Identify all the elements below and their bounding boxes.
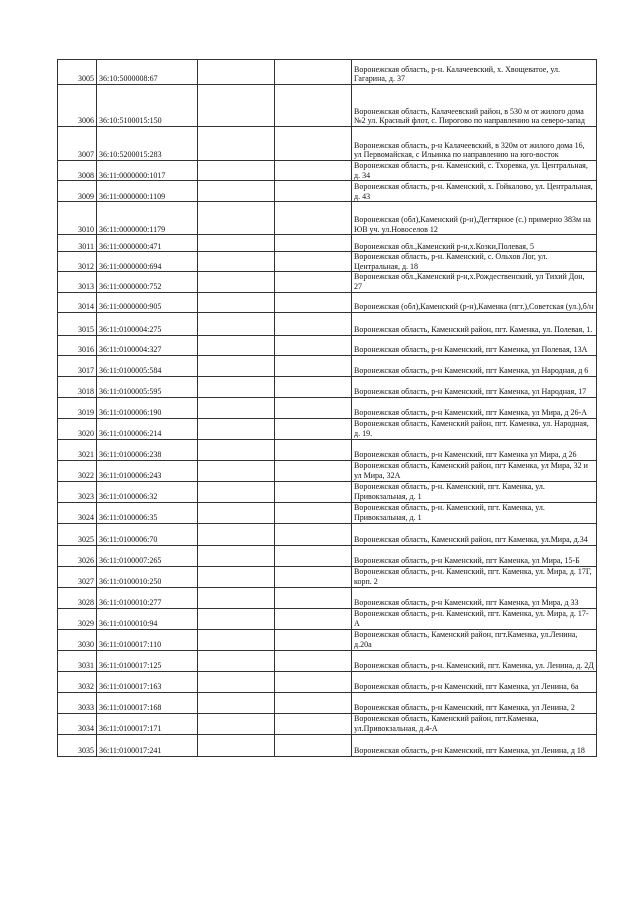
table-row <box>58 127 597 161</box>
row-number <box>58 502 97 523</box>
cadastral-number-text: 36:11:0100006:238 <box>99 449 162 459</box>
row-number <box>58 545 97 566</box>
empty-cell <box>275 181 352 202</box>
empty-cell <box>198 523 275 545</box>
row-number-text: 3031 <box>78 660 94 670</box>
table-row <box>58 202 597 235</box>
table-row <box>58 161 597 181</box>
empty-cell <box>198 161 275 181</box>
address-cell-text: Воронежская область, р-н Каменский, пгт Каменка, ул Ленина, д 18 <box>354 745 585 755</box>
row-number <box>58 439 97 460</box>
table-row <box>58 460 597 481</box>
row-number-text: 3017 <box>78 365 94 375</box>
cadastral-number-text: 36:11:0100017:241 <box>99 745 162 755</box>
address-cell <box>352 252 597 272</box>
empty-cell <box>275 650 352 671</box>
cadastral-number-text: 36:11:0100006:32 <box>99 491 158 501</box>
row-number <box>58 608 97 629</box>
empty-cell <box>198 181 275 202</box>
address-cell-text: Воронежская область, р-н. Каменский, с. Тхоревка, ул. Центральная, д. 34 <box>354 161 588 180</box>
cadastral-number <box>97 439 198 460</box>
cadastral-number-text: 36:10:5000008:67 <box>99 74 158 84</box>
empty-cell <box>275 587 352 608</box>
empty-cell <box>198 418 275 439</box>
cadastral-number <box>97 181 198 202</box>
row-number <box>58 460 97 481</box>
empty-cell <box>275 292 352 312</box>
cadastral-number-text: 36:11:0100017:125 <box>99 660 162 670</box>
address-cell <box>352 566 597 587</box>
cadastral-number-text: 36:11:0000000:752 <box>99 281 162 291</box>
cadastral-number-text: 36:11:0000000:471 <box>99 241 162 251</box>
row-number-text: 3024 <box>78 512 94 522</box>
empty-cell <box>198 481 275 502</box>
table-row <box>58 608 597 629</box>
empty-cell <box>198 60 275 85</box>
row-number-text: 3035 <box>78 745 94 755</box>
address-cell <box>352 127 597 161</box>
address-cell <box>352 272 597 292</box>
address-cell-text: Воронежская область, р-н. Каменский, пгт. Каменка, ул. Привокзальная, д. 1 <box>354 482 545 501</box>
empty-cell <box>275 60 352 85</box>
row-number <box>58 418 97 439</box>
cadastral-number <box>97 376 198 397</box>
row-number <box>58 252 97 272</box>
row-number <box>58 202 97 235</box>
empty-cell <box>275 481 352 502</box>
table-row <box>58 481 597 502</box>
address-cell-text: Воронежская область, Каменский район, пгт.Каменка, ул.Привокзальная, д.4-А <box>354 714 539 733</box>
cadastral-number <box>97 629 198 650</box>
empty-cell <box>198 734 275 756</box>
address-cell-text: Воронежская область, Каменский район, пгт. Каменка, ул. Народная, д. 19. <box>354 419 589 438</box>
empty-cell <box>198 127 275 161</box>
table-row <box>58 566 597 587</box>
address-cell <box>352 629 597 650</box>
table-row <box>58 60 597 85</box>
row-number <box>58 650 97 671</box>
empty-cell <box>275 272 352 292</box>
cadastral-number-text: 36:11:0100017:171 <box>99 723 162 733</box>
empty-cell <box>198 545 275 566</box>
row-number-text: 3019 <box>78 407 94 417</box>
empty-cell <box>275 85 352 127</box>
address-cell <box>352 608 597 629</box>
row-number-text: 3022 <box>78 470 94 480</box>
cadastral-number-text: 36:10:5100015:150 <box>99 116 162 126</box>
address-cell-text: Воронежская обл.,Каменский р-н,х.Рождественский, ул Тихий Дон, 27 <box>354 272 585 291</box>
table-row <box>58 292 597 312</box>
row-number-text: 3029 <box>78 618 94 628</box>
address-cell-text: Воронежская область, р-н. Каменский, х. Гойкалово, ул. Центральная, д. 43 <box>354 182 593 201</box>
cadastral-number <box>97 397 198 418</box>
address-cell <box>352 85 597 127</box>
cadastral-number <box>97 587 198 608</box>
empty-cell <box>198 355 275 376</box>
row-number <box>58 629 97 650</box>
cadastral-number-text: 36:11:0100005:595 <box>99 386 162 396</box>
table-row <box>58 587 597 608</box>
row-number-text: 3015 <box>78 324 94 334</box>
table-row <box>58 312 597 335</box>
empty-cell <box>198 235 275 252</box>
empty-cell <box>275 335 352 355</box>
empty-cell <box>198 202 275 235</box>
table-row <box>58 523 597 545</box>
cadastral-number-text: 36:11:0000000:905 <box>99 301 162 311</box>
address-cell <box>352 376 597 397</box>
row-number <box>58 713 97 734</box>
cadastral-number-text: 36:11:0000000:1017 <box>99 170 166 180</box>
row-number-text: 3010 <box>78 224 94 234</box>
row-number-text: 3009 <box>78 191 94 201</box>
empty-cell <box>275 161 352 181</box>
empty-cell <box>198 460 275 481</box>
empty-cell <box>198 671 275 692</box>
cadastral-number <box>97 650 198 671</box>
empty-cell <box>275 460 352 481</box>
address-cell <box>352 481 597 502</box>
table-row <box>58 376 597 397</box>
cadastral-number-text: 36:11:0100010:250 <box>99 576 162 586</box>
row-number-text: 3030 <box>78 639 94 649</box>
cadastral-number <box>97 202 198 235</box>
row-number <box>58 671 97 692</box>
empty-cell <box>198 608 275 629</box>
row-number-text: 3028 <box>78 597 94 607</box>
empty-cell <box>198 629 275 650</box>
address-cell <box>352 460 597 481</box>
cadastral-number <box>97 127 198 161</box>
row-number-text: 3014 <box>78 301 94 311</box>
row-number <box>58 272 97 292</box>
cadastral-number-text: 36:10:5200015:283 <box>99 150 162 160</box>
row-number-text: 3021 <box>78 449 94 459</box>
empty-cell <box>198 376 275 397</box>
row-number-text: 3032 <box>78 681 94 691</box>
cadastral-number-text: 36:11:0100004:327 <box>99 344 162 354</box>
address-cell-text: Воронежская (обл),Каменский (р-н),Каменка (пгт.),Советская (ул.),б/н <box>354 301 594 311</box>
empty-cell <box>198 312 275 335</box>
row-number <box>58 397 97 418</box>
address-cell-text: Воронежская область, р-н Каменский, пгт Каменка ул Мира, д 26 <box>354 449 577 459</box>
address-cell <box>352 181 597 202</box>
address-cell-text: Воронежская область, Калачеевский район, в 530 м от жилого дома №2 ул. Красный флот, с. Пирогово по направлению на северо-запад <box>354 106 585 126</box>
empty-cell <box>275 252 352 272</box>
cadastral-number <box>97 566 198 587</box>
address-cell <box>352 734 597 756</box>
empty-cell <box>275 545 352 566</box>
row-number-text: 3016 <box>78 344 94 354</box>
row-number-text: 3012 <box>78 261 94 271</box>
address-cell-text: Воронежская обл.,Каменский р-н,х.Козки,Полевая, 5 <box>354 241 534 251</box>
registry-table <box>57 59 597 757</box>
address-cell-text: Воронежская область, р-н Калачеевский, в 320м от жилого дома 16, ул Первомайская, с Ильинка по направлению на юго-восток <box>354 140 585 160</box>
address-cell <box>352 161 597 181</box>
cadastral-number <box>97 671 198 692</box>
row-number <box>58 161 97 181</box>
row-number <box>58 692 97 713</box>
address-cell <box>352 587 597 608</box>
row-number-text: 3011 <box>78 241 94 251</box>
table-row <box>58 272 597 292</box>
row-number-text: 3006 <box>78 116 94 126</box>
empty-cell <box>198 335 275 355</box>
empty-cell <box>275 713 352 734</box>
cadastral-number-text: 36:11:0100017:163 <box>99 681 162 691</box>
address-cell <box>352 650 597 671</box>
address-cell <box>352 292 597 312</box>
row-number <box>58 481 97 502</box>
cadastral-number-text: 36:11:0000000:694 <box>99 261 162 271</box>
empty-cell <box>275 523 352 545</box>
cadastral-number <box>97 545 198 566</box>
table-row <box>58 397 597 418</box>
row-number <box>58 85 97 127</box>
cadastral-number <box>97 608 198 629</box>
row-number <box>58 60 97 85</box>
row-number <box>58 523 97 545</box>
address-cell <box>352 545 597 566</box>
empty-cell <box>198 252 275 272</box>
table-row <box>58 713 597 734</box>
address-cell-text: Воронежская (обл),Каменский (р-н),Дегтярное (с.) примерно 383м на ЮВ уч. ул.Новоселов 12 <box>354 215 591 234</box>
address-cell-text: Воронежская область, р-н Каменский, пгт Каменка, ул Народная, д 6 <box>354 365 589 375</box>
address-cell <box>352 335 597 355</box>
empty-cell <box>275 418 352 439</box>
table-row <box>58 85 597 127</box>
empty-cell <box>275 312 352 335</box>
table-row <box>58 734 597 756</box>
table-row <box>58 629 597 650</box>
cadastral-number <box>97 481 198 502</box>
cadastral-number <box>97 335 198 355</box>
cadastral-number-text: 36:11:0100006:35 <box>99 512 158 522</box>
cadastral-number <box>97 312 198 335</box>
cadastral-number-text: 36:11:0100006:190 <box>99 407 162 417</box>
cadastral-number <box>97 292 198 312</box>
cadastral-number <box>97 460 198 481</box>
address-cell-text: Воронежская область, Каменский район, пгт Каменка, ул.Мира, д.34 <box>354 534 588 544</box>
row-number-text: 3013 <box>78 281 94 291</box>
address-cell <box>352 523 597 545</box>
table-row <box>58 671 597 692</box>
row-number <box>58 566 97 587</box>
table-row <box>58 439 597 460</box>
address-cell-text: Воронежская область, р-н. Каменский, пгт. Каменка, ул. Ленина, д. 2Д <box>354 660 594 670</box>
empty-cell <box>275 671 352 692</box>
row-number-text: 3026 <box>78 555 94 565</box>
row-number <box>58 355 97 376</box>
cadastral-number <box>97 523 198 545</box>
table-row <box>58 502 597 523</box>
cadastral-number-text: 36:11:0000000:1179 <box>99 224 166 234</box>
row-number <box>58 376 97 397</box>
address-cell <box>352 235 597 252</box>
cadastral-number-text: 36:11:0100010:94 <box>99 618 158 628</box>
row-number <box>58 587 97 608</box>
empty-cell <box>275 692 352 713</box>
address-cell-text: Воронежская область, р-н Каменский, пгт Каменка, ул Народная, 17 <box>354 386 587 396</box>
empty-cell <box>198 439 275 460</box>
empty-cell <box>198 397 275 418</box>
empty-cell <box>198 566 275 587</box>
empty-cell <box>198 587 275 608</box>
row-number-text: 3034 <box>78 723 94 733</box>
address-cell-text: Воронежская область, р-н. Каменский, пгт. Каменка, ул. Мира, д. 17Г, корп. 2 <box>354 567 592 586</box>
empty-cell <box>198 292 275 312</box>
cadastral-number-text: 36:11:0100017:110 <box>99 639 162 649</box>
cadastral-number-text: 36:11:0100017:168 <box>99 702 162 712</box>
address-cell <box>352 355 597 376</box>
cadastral-number-text: 36:11:0100006:214 <box>99 428 162 438</box>
cadastral-number <box>97 692 198 713</box>
empty-cell <box>275 629 352 650</box>
address-cell-text: Воронежская область, р-н Каменский, пгт Каменка, ул Ленина, 2 <box>354 702 575 712</box>
empty-cell <box>198 272 275 292</box>
row-number-text: 3027 <box>78 576 94 586</box>
table-row <box>58 692 597 713</box>
cadastral-number <box>97 713 198 734</box>
cadastral-number <box>97 161 198 181</box>
address-cell-text: Воронежская область, р-н Каменский, пгт Каменка, ул Мира, д 33 <box>354 597 579 607</box>
address-cell <box>352 60 597 85</box>
cadastral-number-text: 36:11:0000000:1109 <box>99 191 166 201</box>
cadastral-number-text: 36:11:0100010:277 <box>99 597 162 607</box>
row-number-text: 3005 <box>78 74 94 84</box>
empty-cell <box>275 502 352 523</box>
address-cell <box>352 671 597 692</box>
address-cell <box>352 397 597 418</box>
empty-cell <box>275 355 352 376</box>
address-cell <box>352 502 597 523</box>
empty-cell <box>198 650 275 671</box>
row-number-text: 3033 <box>78 702 94 712</box>
address-cell-text: Воронежская область, р-н. Каменский, пгт. Каменка, ул. Мира, д. 17-А <box>354 609 589 628</box>
row-number-text: 3020 <box>78 428 94 438</box>
empty-cell <box>275 127 352 161</box>
empty-cell <box>198 85 275 127</box>
row-number <box>58 734 97 756</box>
address-cell <box>352 312 597 335</box>
empty-cell <box>275 397 352 418</box>
cadastral-number-text: 36:11:0100005:584 <box>99 365 162 375</box>
empty-cell <box>275 202 352 235</box>
cadastral-number-text: 36:11:0100006:243 <box>99 470 162 480</box>
address-cell-text: Воронежская область, р-н. Калачеевский, х. Хвощеватое, ул. Гагарина, д. 37 <box>354 64 560 84</box>
table-row <box>58 181 597 202</box>
address-cell-text: Воронежская область, Каменский район, пгт.Каменка, ул.Ленина, д.20а <box>354 630 578 649</box>
cadastral-number <box>97 502 198 523</box>
table-row <box>58 252 597 272</box>
empty-cell <box>275 566 352 587</box>
cadastral-number-text: 36:11:0100006:70 <box>99 534 158 544</box>
table-row <box>58 355 597 376</box>
address-cell-text: Воронежская область, р-н Каменский, пгт Каменка, ул Полевая, 13А <box>354 344 588 354</box>
address-cell <box>352 713 597 734</box>
address-cell-text: Воронежская область, р-н Каменский, пгт Каменка, ул Ленина, 6а <box>354 681 579 691</box>
address-cell <box>352 418 597 439</box>
empty-cell <box>275 376 352 397</box>
address-cell <box>352 439 597 460</box>
cadastral-number <box>97 355 198 376</box>
address-cell <box>352 692 597 713</box>
row-number <box>58 181 97 202</box>
address-cell-text: Воронежская область, Каменский район, пгт. Каменка, ул. Полевая, 1. <box>354 324 593 334</box>
cadastral-number <box>97 418 198 439</box>
row-number-text: 3025 <box>78 534 94 544</box>
row-number <box>58 335 97 355</box>
address-cell-text: Воронежская область, р-н Каменский, пгт Каменка, ул Мира, 15-Б <box>354 555 580 565</box>
empty-cell <box>275 608 352 629</box>
row-number-text: 3007 <box>78 150 94 160</box>
table-row <box>58 235 597 252</box>
empty-cell <box>275 439 352 460</box>
table-row <box>58 545 597 566</box>
empty-cell <box>275 734 352 756</box>
row-number <box>58 292 97 312</box>
address-cell-text: Воронежская область, Каменский район, пгт Каменка, ул Мира, 32 и ул Мира, 32А <box>354 461 588 480</box>
empty-cell <box>275 235 352 252</box>
row-number <box>58 312 97 335</box>
cadastral-number-text: 36:11:0100007:265 <box>99 555 162 565</box>
row-number-text: 3018 <box>78 386 94 396</box>
cadastral-number <box>97 252 198 272</box>
address-cell-text: Воронежская область, р-н Каменский, пгт Каменка, ул Мира, д 26-А <box>354 407 587 417</box>
cadastral-number <box>97 734 198 756</box>
cadastral-number <box>97 235 198 252</box>
address-cell-text: Воронежская область, р-н. Каменский, с. Ольхов Лог, ул. Центральная, д. 18 <box>354 252 548 271</box>
empty-cell <box>198 692 275 713</box>
cadastral-number-text: 36:11:0100004:275 <box>99 324 162 334</box>
table-row <box>58 335 597 355</box>
cadastral-number <box>97 60 198 85</box>
empty-cell <box>198 713 275 734</box>
row-number-text: 3008 <box>78 170 94 180</box>
cadastral-number <box>97 272 198 292</box>
table-body <box>58 60 597 757</box>
empty-cell <box>198 502 275 523</box>
row-number <box>58 127 97 161</box>
cadastral-number <box>97 85 198 127</box>
row-number <box>58 235 97 252</box>
table-row <box>58 418 597 439</box>
row-number-text: 3023 <box>78 491 94 501</box>
table-row <box>58 650 597 671</box>
address-cell-text: Воронежская область, р-н. Каменский, пгт. Каменка, ул. Привокзальная, д. 1 <box>354 503 545 522</box>
address-cell <box>352 202 597 235</box>
